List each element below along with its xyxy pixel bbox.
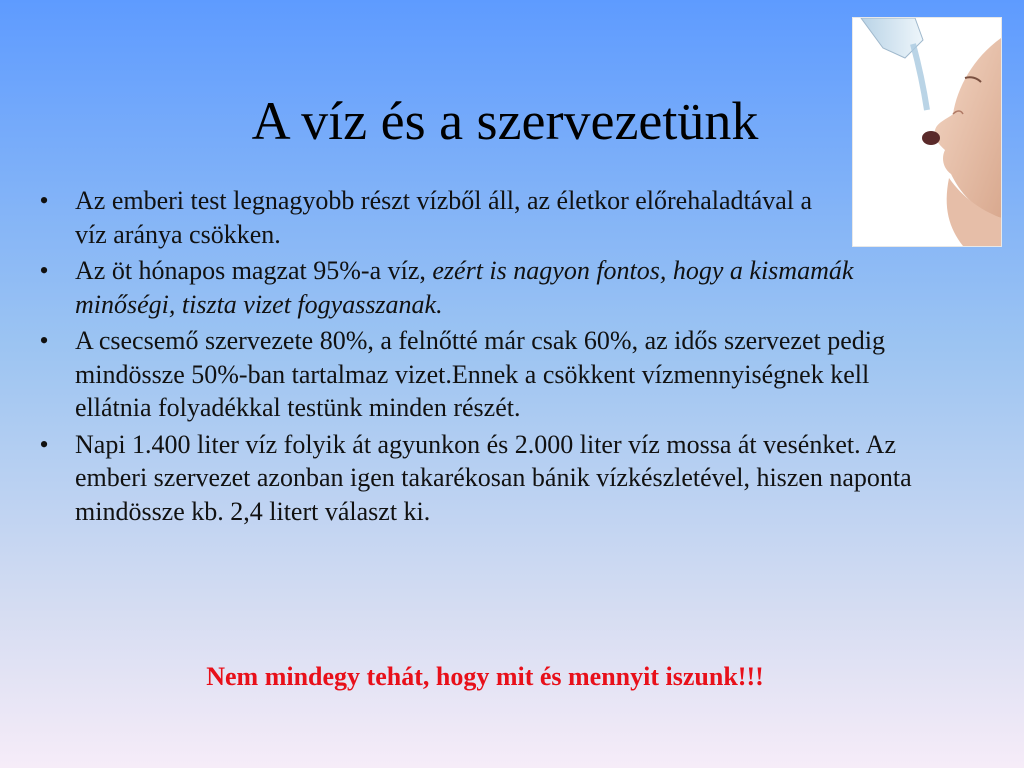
bullet-symbol: • — [39, 326, 49, 355]
bullet-item — [34, 324, 946, 425]
bullet-text: Napi 1.400 liter víz folyik át agyunkon és 2.000 liter víz mossa át vesénket. Az emberi szervezet azonban igen takarékosan bánik vízkészletével, hiszen naponta mindössze kb. 2,4 litert választ ki. — [75, 429, 912, 526]
bullet-text: A csecsemő szervezete 80%, a felnőtté már csak 60%, az idős szervezet pedig mindössze 50%-ban tartalmaz vizet.Ennek a csökkent vízmennyiségnek kell ellátnia folyadékkal testünk minden részét. — [75, 326, 885, 422]
slide-title: A víz és a szervezetünk — [251, 91, 759, 152]
bullet-emphasis: ezért is nagyon fontos, hogy a kismamák minőségi, tiszta vizet fogyasszanak. — [75, 256, 854, 319]
bullet-text: Az emberi test legnagyobb részt vízből áll, az életkor előrehaladtával a víz aránya csökken. — [75, 186, 813, 249]
closing-statement: Nem mindegy tehát, hogy mit és mennyit iszunk!!! — [206, 662, 764, 691]
bullet-item — [34, 428, 946, 529]
bullet-text: Az öt hónapos magzat 95%-a víz, — [75, 256, 433, 285]
bullet-item — [34, 184, 845, 251]
bullet-symbol: • — [39, 186, 49, 215]
bullet-symbol: • — [39, 429, 49, 459]
bullet-list — [34, 184, 946, 531]
bullet-item — [34, 254, 946, 321]
bullet-symbol: • — [39, 256, 49, 285]
